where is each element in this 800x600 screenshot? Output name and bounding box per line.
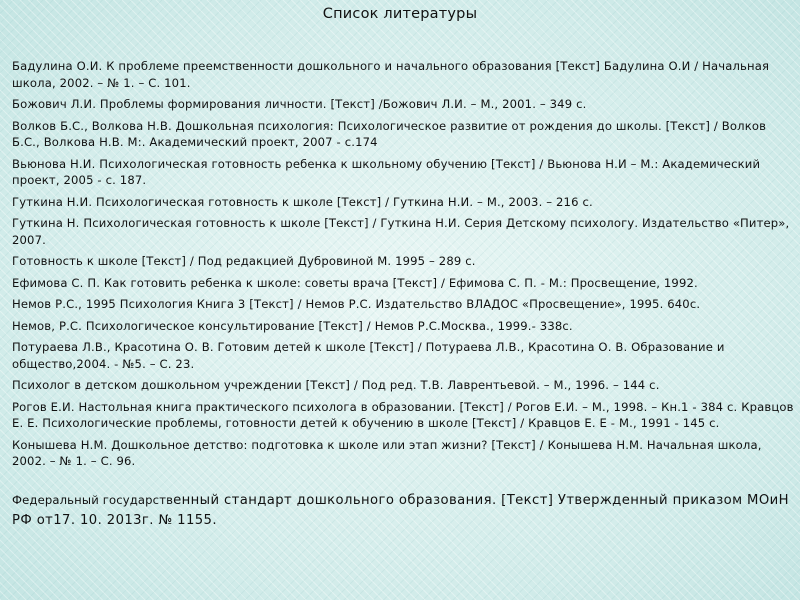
reference-item: Конышева Н.М. Дошкольное детство: подготовка к школе или этап жизни? [Текст] / Конышева Н.М. Начальная школа, 2002. – № 1. – С. 96. [12, 437, 762, 468]
footer-reference-lead: Федеральный государств [12, 493, 174, 507]
reference-list [12, 58, 794, 475]
reference-item: Готовность к школе [Текст] / Под редакцией Дубровиной М. 1995 – 289 с. [12, 254, 476, 268]
reference-item: Вьюнова Н.И. Психологическая готовность ребенка к школьному обучению [Текст] / Вьюнова Н.И – М.: Академический проект, 2005 - с. 187. [12, 156, 761, 187]
reference-item: Волков Б.С., Волкова Н.В. Дошкольная психология: Психологическое развитие от рождения до школы. [Текст] / Волков Б.С., Волкова Н.В. М:. Академический проект, 2007 - с.174 [12, 118, 767, 149]
reference-item: Гуткина Н. Психологическая готовность к школе [Текст] / Гуткина Н.И. Серия Детскому психологу. Издательство «Питер», 2007. [12, 216, 790, 247]
reference-item: Гуткина Н.И. Психологическая готовность к школе [Текст] / Гуткина Н.И. – М., 2003. – 216 с. [12, 194, 593, 209]
reference-item: Потураева Л.В., Красотина О. В. Готовим детей к школе [Текст] / Потураева Л.В., Красотина О. В. Образование и общество,2004. - №5. – С. 23. [12, 340, 725, 371]
reference-item: Немов, Р.С. Психологическое консультирование [Текст] / Немов Р.С.Москва., 1999.- 338с. [12, 318, 573, 333]
reference-item: Психолог в детском дошкольном учреждении [Текст] / Под ред. Т.В. Лаврентьевой. – М., 1996. – 144 с. [12, 378, 660, 392]
page-title: Список литературы [322, 6, 478, 22]
footer-reference [12, 490, 794, 531]
reference-item: Божович Л.И. Проблемы формирования личности. [Текст] /Божович Л.И. – М., 2001. – 349 с. [12, 97, 587, 111]
footer-reference-rest: енный стандарт дошкольного образования. [Текст] Утвержденный приказом МОиН РФ от17. 10. 2013г. № 1155. [12, 493, 789, 528]
reference-item: Ефимова С. П. Как готовить ребенка к школе: советы врача [Текст] / Ефимова С. П. - М.: Просвещение, 1992. [12, 275, 698, 290]
reference-item: Рогов Е.И. Настольная книга практического психолога в образовании. [Текст] / Рогов Е.И. – М., 1998. – Кн.1 - 384 с. Кравцов Е. Е. Психологические проблемы, готовности детей к обучению в школе [Текст] / Кравцов Е. Е - М., 1991 - 145 с. [12, 399, 794, 430]
reference-item: Немов Р.С., 1995 Психология Книга 3 [Текст] / Немов Р.С. Издательство ВЛАДОС «Просвещение», 1995. 640с. [12, 297, 701, 311]
reference-item: Бадулина О.И. К проблеме преемственности дошкольного и начального образования [Текст] Бадулина О.И / Начальная школа, 2002. – № 1. – С. 101. [12, 59, 770, 90]
